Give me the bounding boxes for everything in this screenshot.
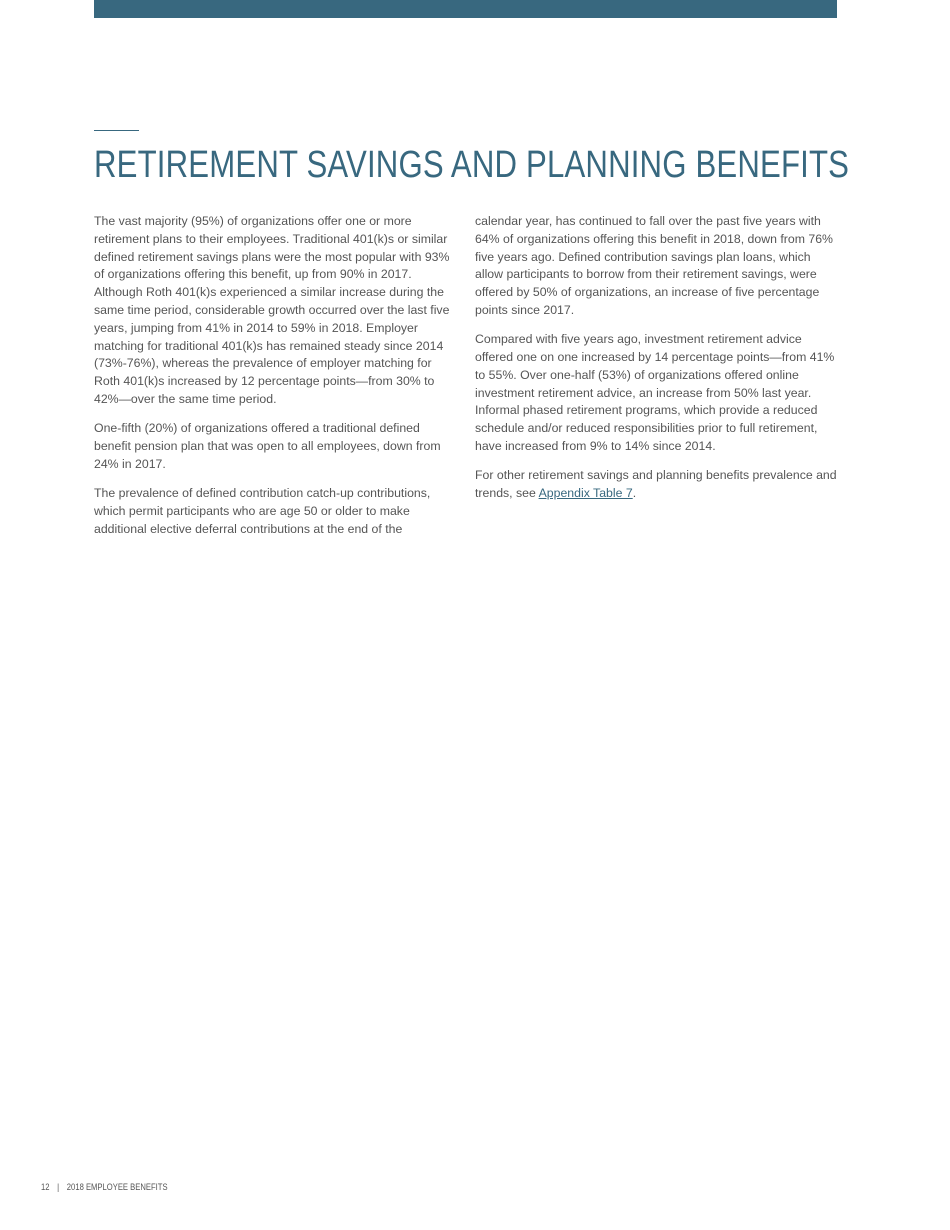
appendix-reference-period: . [632,486,637,501]
body-column-right [475,213,837,514]
page-title: RETIREMENT SAVINGS AND PLANNING BENEFITS [94,144,850,186]
title-rule [94,130,139,131]
header-bar [94,0,837,18]
page-number: 12 [41,1182,50,1192]
page-footer [41,1181,168,1193]
body-column-left [94,213,456,550]
paragraph-catch-up-contributions: The prevalence of defined contribution catch-up contributions, which permit participants who are age 50 or older to make additional elective deferral contributions at the end of the [94,486,431,536]
appendix-table-7-link[interactable]: Appendix Table 7 [538,486,633,501]
paragraph-retirement-advice: Compared with five years ago, investment retirement advice offered one on one increased by 14 percentage points—from 41% to 55%. Over one-half (53%) of organizations offered online investment retirement advice, an increase from 50% last year. Informal phased retirement programs, which provide a reduced schedule and/or reduced responsibilities prior to full retirement, have increased from 9% to 14% since 2014. [475,332,835,454]
paragraph-catch-up-continued: calendar year, has continued to fall over the past five years with 64% of organizations offering this benefit in 2018, down from 76% five years ago. Defined contribution savings plan loans, which allow participants to borrow from their retirement savings, were offered by 50% of organizations, an increase of five percentage points since 2017. [475,214,833,317]
paragraph-retirement-plans: The vast majority (95%) of organizations offer one or more retirement plans to their employees. Traditional 401(k)s or similar defined retirement savings plans were the most popular with 93% of organizations offering this benefit, up from 90% in 2017. Although Roth 401(k)s experienced a similar increase during the same time period, considerable growth occurred over the last five years, jumping from 41% in 2014 to 59% in 2018. Employer matching for traditional 401(k)s has remained steady since 2014 (73%-76%), whereas the prevalence of employer matching for Roth 401(k)s increased by 12 percentage points—from 30% to 42%—over the same time period. [94,214,450,406]
paragraph-pension-plan: One-fifth (20%) of organizations offered a traditional defined benefit pension plan that was open to all employees, down from 24% in 2017. [94,421,441,471]
paragraph-appendix-reference [475,467,837,503]
appendix-reference-text: For other retirement savings and planning benefits prevalence and trends, see [475,468,837,501]
publication-name: 2018 EMPLOYEE BENEFITS [66,1182,168,1192]
footer-separator: | [57,1182,60,1192]
